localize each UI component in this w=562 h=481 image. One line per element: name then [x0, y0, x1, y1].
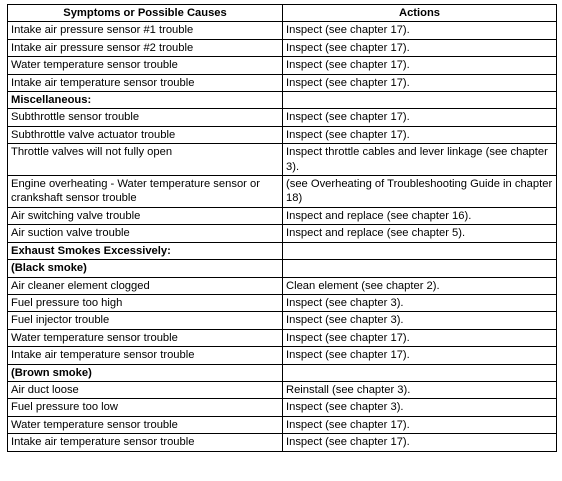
cause-cell: Intake air temperature sensor trouble: [8, 74, 283, 91]
cause-cell: Subthrottle sensor trouble: [8, 109, 283, 126]
cause-cell: Water temperature sensor trouble: [8, 416, 283, 433]
section-row: [8, 364, 557, 381]
section-row: [8, 92, 557, 109]
cause-cell: Throttle valves will not fully open: [8, 144, 283, 176]
cause-cell: Fuel injector trouble: [8, 312, 283, 329]
action-cell: Inspect (see chapter 3).: [283, 399, 557, 416]
header-actions: Actions: [283, 5, 557, 22]
action-cell: Reinstall (see chapter 3).: [283, 381, 557, 398]
table-row: [8, 109, 557, 126]
table-row: [8, 57, 557, 74]
action-cell: Inspect (see chapter 17).: [283, 22, 557, 39]
table-body: [8, 22, 557, 451]
action-cell: (see Overheating of Troubleshooting Guide in chapter 18): [283, 176, 557, 208]
table-row: [8, 126, 557, 143]
action-cell: Inspect (see chapter 17).: [283, 347, 557, 364]
action-cell: Clean element (see chapter 2).: [283, 277, 557, 294]
cause-cell: Subthrottle valve actuator trouble: [8, 126, 283, 143]
cause-cell: Air cleaner element clogged: [8, 277, 283, 294]
action-cell: Inspect (see chapter 17).: [283, 74, 557, 91]
table-row: [8, 399, 557, 416]
cause-cell: Water temperature sensor trouble: [8, 329, 283, 346]
cause-cell: Air duct loose: [8, 381, 283, 398]
section-row: [8, 260, 557, 277]
table-row: [8, 294, 557, 311]
action-cell: Inspect (see chapter 17).: [283, 126, 557, 143]
action-cell: Inspect (see chapter 17).: [283, 109, 557, 126]
table-row: [8, 207, 557, 224]
action-cell: Inspect (see chapter 3).: [283, 312, 557, 329]
action-cell: Inspect throttle cables and lever linkage (see chapter 3).: [283, 144, 557, 176]
action-cell: Inspect (see chapter 3).: [283, 294, 557, 311]
cause-cell: Fuel pressure too high: [8, 294, 283, 311]
cause-cell: Exhaust Smokes Excessively:: [8, 242, 283, 259]
cause-cell: Water temperature sensor trouble: [8, 57, 283, 74]
action-cell: [283, 92, 557, 109]
cause-cell: Intake air pressure sensor #2 trouble: [8, 39, 283, 56]
table-row: [8, 74, 557, 91]
action-cell: Inspect and replace (see chapter 5).: [283, 225, 557, 242]
table-row: [8, 312, 557, 329]
action-cell: Inspect and replace (see chapter 16).: [283, 207, 557, 224]
action-cell: [283, 364, 557, 381]
table-row: [8, 329, 557, 346]
action-cell: Inspect (see chapter 17).: [283, 434, 557, 451]
table-row: [8, 39, 557, 56]
action-cell: [283, 242, 557, 259]
table-row: [8, 347, 557, 364]
cause-cell: Intake air temperature sensor trouble: [8, 434, 283, 451]
header-symptoms: Symptoms or Possible Causes: [8, 5, 283, 22]
action-cell: Inspect (see chapter 17).: [283, 39, 557, 56]
action-cell: Inspect (see chapter 17).: [283, 57, 557, 74]
table-row: [8, 176, 557, 208]
table-row: [8, 225, 557, 242]
table-row: [8, 434, 557, 451]
section-row: [8, 242, 557, 259]
troubleshooting-table: [7, 4, 557, 452]
header-row: [8, 5, 557, 22]
table-row: [8, 416, 557, 433]
table-row: [8, 22, 557, 39]
cause-cell: Air switching valve trouble: [8, 207, 283, 224]
cause-cell: Intake air pressure sensor #1 trouble: [8, 22, 283, 39]
table-row: [8, 277, 557, 294]
action-cell: Inspect (see chapter 17).: [283, 329, 557, 346]
cause-cell: Air suction valve trouble: [8, 225, 283, 242]
action-cell: Inspect (see chapter 17).: [283, 416, 557, 433]
action-cell: [283, 260, 557, 277]
cause-cell: Miscellaneous:: [8, 92, 283, 109]
cause-cell: (Brown smoke): [8, 364, 283, 381]
cause-cell: (Black smoke): [8, 260, 283, 277]
table-row: [8, 381, 557, 398]
cause-cell: Fuel pressure too low: [8, 399, 283, 416]
table-row: [8, 144, 557, 176]
cause-cell: Engine overheating - Water temperature sensor or crankshaft sensor trouble: [8, 176, 283, 208]
cause-cell: Intake air temperature sensor trouble: [8, 347, 283, 364]
